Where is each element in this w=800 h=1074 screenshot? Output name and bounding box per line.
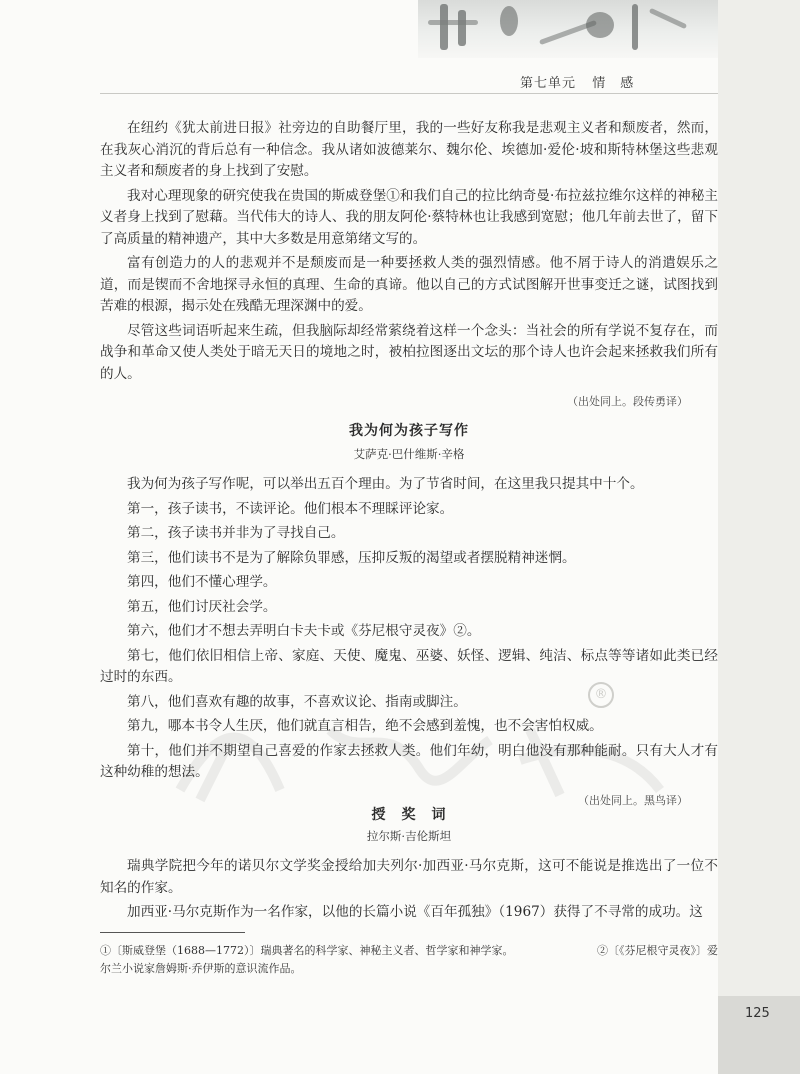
list-item: 第八，他们喜欢有趣的故事，不喜欢议论、指南或脚注。 <box>127 693 467 710</box>
paragraph: 我为何为孩子写作呢，可以举出五百个理由。为了节省时间，在这里我只提其中十个。 <box>127 476 644 492</box>
unit-header <box>520 72 634 91</box>
footnote-row <box>100 942 718 960</box>
list-item: 第七，他们依旧相信上帝、家庭、天使、魔鬼、巫婆、妖怪、逻辑、纯洁、标点等等诸如此类已经过时的东西。 <box>100 647 718 685</box>
footnote-1: ①〔斯威登堡（1688—1772）〕瑞典著名的科学家、神秘主义者、哲学家和神学家。 <box>100 944 514 957</box>
section-award-speech <box>100 856 718 927</box>
footnote-2-continued: 尔兰小说家詹姆斯·乔伊斯的意识流作品。 <box>100 962 302 975</box>
unit-number: 第七单元 <box>520 76 577 91</box>
article-title: 授 奖 词 <box>371 807 447 823</box>
list-item: 第九，哪本书令人生厌，他们就直言相告，绝不会感到羞愧，也不会害怕权威。 <box>127 718 603 734</box>
section-nobel-speech-end <box>100 118 718 413</box>
source-credit: （出处同上。黑鸟译） <box>578 793 688 807</box>
list-item: 第二，孩子读书并非为了寻找自己。 <box>127 525 345 541</box>
page-number: 125 <box>745 1006 770 1021</box>
paragraph: 我对心理现象的研究使我在贵国的斯威登堡①和我们自己的拉比纳奇曼·布拉兹拉维尔这样的神秘主义者身上找到了慰藉。当代伟大的诗人、我的朋友阿伦·蔡特林也让我感到宽慰；他几年前去世了，留下了高质量的精神遗产，其中大多数是用意第绪文写的。 <box>100 187 718 247</box>
header-rule <box>100 93 718 94</box>
paragraph: 加西亚·马尔克斯作为一名作家，以他的长篇小说《百年孤独》（1967）获得了不寻常的成功。这 <box>127 904 703 920</box>
article-title: 我为何为孩子写作 <box>349 423 469 439</box>
footnote-2: ②〔《芬尼根守灵夜》〕爱 <box>597 944 718 957</box>
unit-theme: 情 感 <box>592 76 635 91</box>
paragraph: 瑞典学院把今年的诺贝尔文学奖金授给加夫列尔·加西亚·马尔克斯，这可不能说是推选出了一位不知名的作家。 <box>100 858 718 896</box>
list-item: 第一，孩子读书，不读评论。他们根本不理睬评论家。 <box>127 500 454 517</box>
list-item: 第六，他们才不想去弄明白卡夫卡或《芬尼根守灵夜》②。 <box>127 623 481 639</box>
list-item: 第四，他们不懂心理学。 <box>127 574 277 590</box>
header-banner-illustration <box>418 0 718 58</box>
paragraph: 富有创造力的人的悲观并不是颓废而是一种要拯救人类的强烈情感。他不屑于诗人的消遣娱乐之道，而是锲而不舍地探寻永恒的真理、生命的真谛。他以自己的方式试图解开世事变迁之谜，试图找到苦难的根源，揭示处在残酷无理深渊中的爱。 <box>100 255 718 314</box>
paragraph: 在纽约《犹太前进日报》社旁边的自助餐厅里，我的一些好友称我是悲观主义者和颓废者，然而，在我灰心消沉的背后总有一种信念。我从诸如波德莱尔、魏尔伦、埃德加·爱伦·坡和斯特林堡这些悲观主义者和颓废者的身上找到了安慰。 <box>100 120 718 179</box>
list-item: 第十，他们并不期望自己喜爱的作家去拯救人类。他们年幼，明白他没有那种能耐。只有大人才有这种幼稚的想法。 <box>100 742 718 780</box>
list-item: 第三，他们读书不是为了解除负罪感，压抑反叛的渴望或者摆脱精神迷惘。 <box>127 549 576 566</box>
footnote-rule <box>100 932 245 933</box>
registered-mark-icon: ® <box>588 682 614 708</box>
footnotes <box>100 942 718 978</box>
margin-strip <box>718 0 800 1074</box>
section-why-i-write-for-children <box>100 474 718 811</box>
paragraph: 尽管这些词语听起来生疏，但我脑际却经常萦绕着这样一个念头：当社会的所有学说不复存在，而战争和革命又使人类处于暗无天日的境地之时，被柏拉图逐出文坛的那个诗人也许会起来拯救我们所有的人。 <box>100 322 718 382</box>
list-item: 第五，他们讨厌社会学。 <box>127 598 277 615</box>
article-author: 拉尔斯·吉伦斯坦 <box>366 829 452 843</box>
source-credit: （出处同上。段传勇译） <box>567 395 688 408</box>
article-author: 艾萨克·巴什维斯·辛格 <box>353 447 465 461</box>
